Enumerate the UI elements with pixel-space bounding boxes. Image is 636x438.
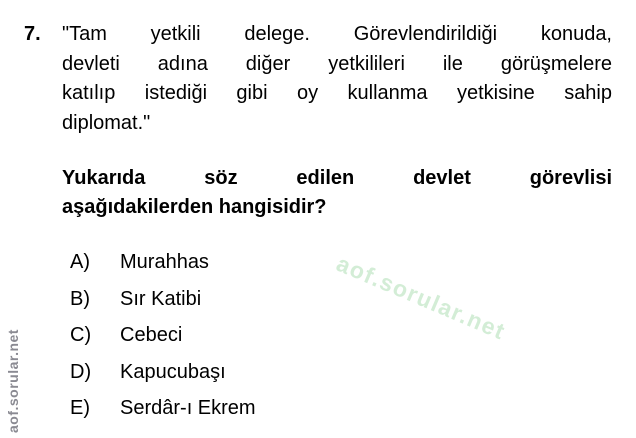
option-a — [70, 248, 256, 277]
option-e-text: Serdâr-ı Ekrem — [120, 397, 256, 419]
options-list — [70, 248, 256, 431]
option-b-text: Sır Katibi — [120, 287, 202, 310]
watermark-diagonal: aof.sorular.net — [332, 250, 510, 345]
option-c-letter: C) — [70, 324, 92, 346]
question-prompt-line: aşağıdakilerden hangisidir? — [62, 195, 327, 218]
question-text — [62, 20, 612, 138]
option-d-text: Kapucubaşı — [120, 360, 226, 383]
option-c-text: Cebeci — [120, 324, 183, 346]
question-number: 7. — [24, 23, 41, 45]
question-prompt-line: Yukarıda söz edilen devlet görevlisi — [62, 167, 612, 189]
option-e — [70, 394, 256, 423]
question-text-line: devleti adına diğer yetkilileri ile görüşmelere — [62, 52, 612, 75]
question-text-line: katılıp istediği gibi oy kullanma yetkisine sahip — [62, 82, 612, 104]
watermark-vertical: aof.sorular.net — [5, 329, 21, 433]
option-a-letter: A) — [70, 251, 90, 273]
option-b — [70, 285, 256, 314]
option-d-letter: D) — [70, 360, 92, 383]
question-block — [24, 20, 612, 138]
option-e-letter: E) — [70, 397, 90, 419]
question-text-line: diplomat." — [62, 111, 151, 134]
option-c — [70, 321, 256, 350]
question-text-line: "Tam yetkili delege. Görevlendirildiği konuda, — [62, 23, 612, 45]
question-prompt — [62, 164, 612, 221]
option-d — [70, 358, 256, 387]
option-a-text: Murahhas — [120, 251, 209, 273]
option-b-letter: B) — [70, 287, 90, 310]
